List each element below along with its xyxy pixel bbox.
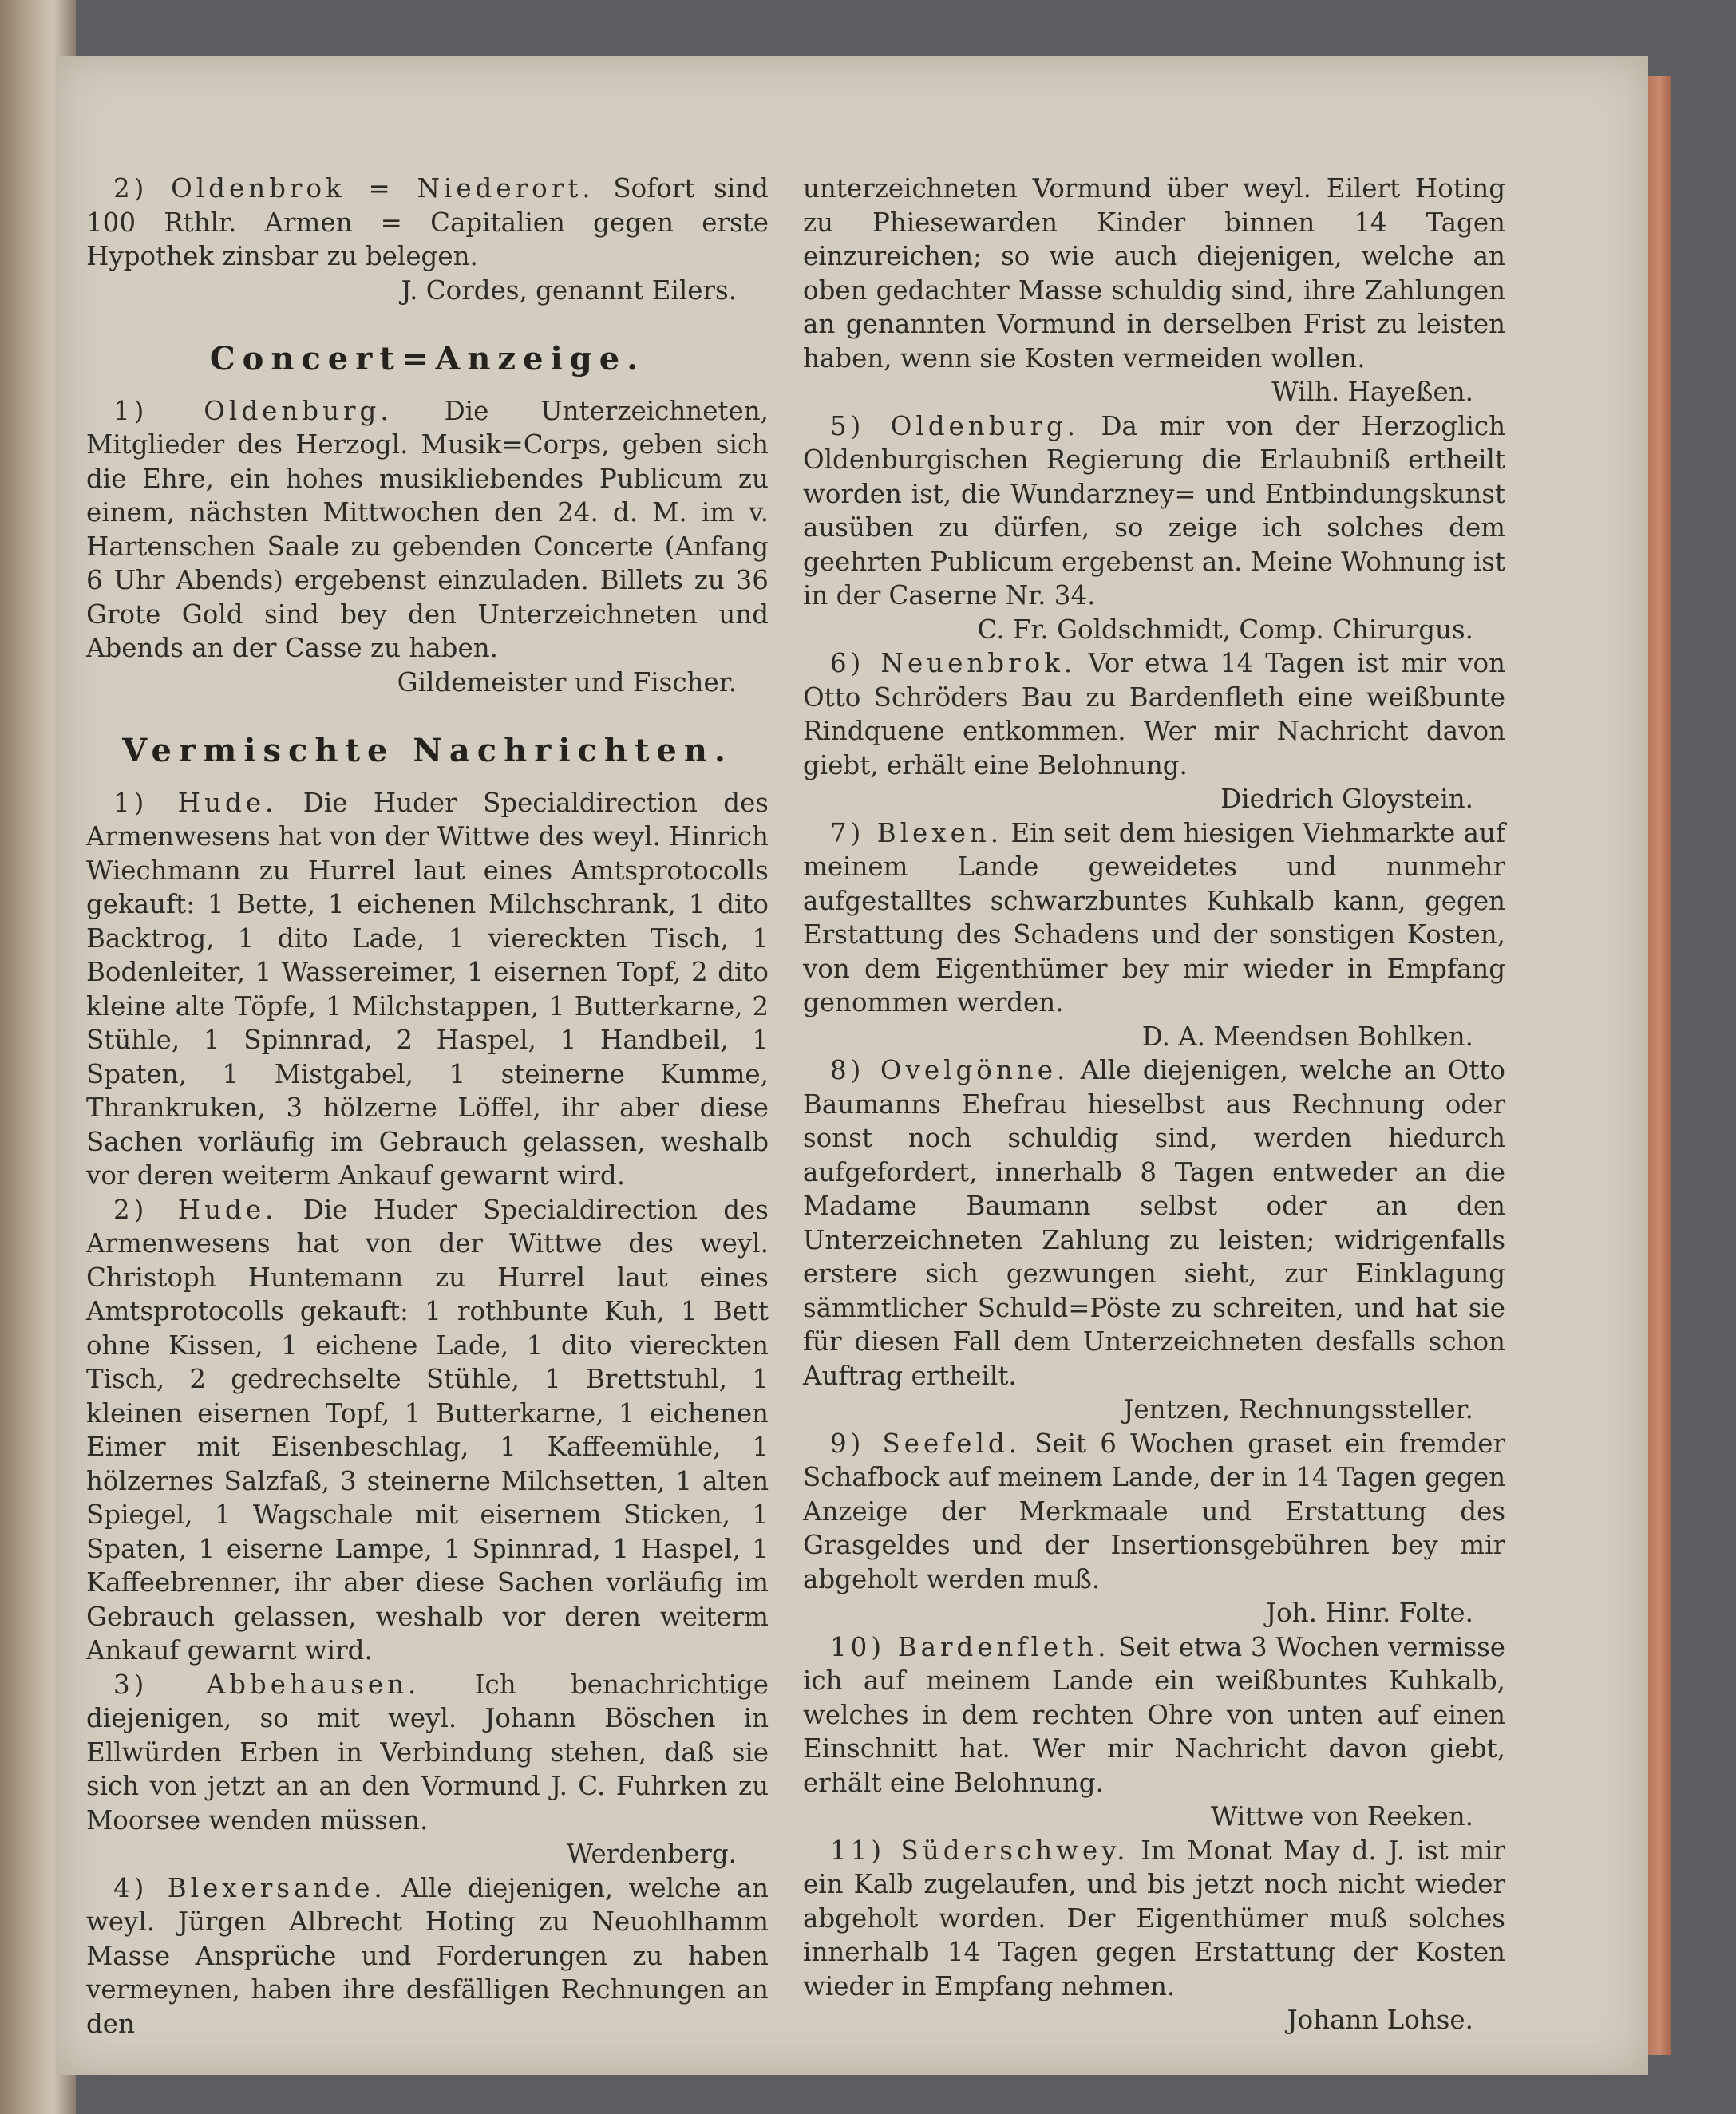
notice-place: 2) Hude. bbox=[113, 1194, 278, 1225]
notice-continuation: unterzeichneten Vormund über weyl. Eilert Hoting zu Phiesewarden Kinder binnen 14 Tagen einzureichen; so wie auch diejenigen, welche an oben gedachter Masse schuldig sind, ihre Zahlungen an genannten Vormund in derselben Frist zu leisten haben, wenn sie Kosten vermeiden wollen. bbox=[803, 173, 1505, 373]
notice-entry bbox=[86, 1871, 769, 2041]
left-column bbox=[86, 172, 769, 2041]
notice-place: 8) Ovelgönne. bbox=[830, 1055, 1070, 1085]
notice-oldenbrok bbox=[86, 172, 769, 274]
notice-signature: Jentzen, Rechnungssteller. bbox=[1123, 1394, 1473, 1424]
notice-text: Alle diejenigen, welche an weyl. Jürgen Albrecht Hoting zu Neuohlhamm Masse Ansprüche und Forderungen zu haben vermeynen, haben ihre desfälligen Rechnungen an den bbox=[86, 1872, 769, 2039]
notice-entry bbox=[86, 786, 769, 1193]
notice-text: Die Unterzeichneten, Mitglieder des Herzogl. Musik=Corps, geben sich die Ehre, ein hohes musikliebendes Publicum zu einem, nächsten Mittwochen den 24. d. M. im v. Hartenschen Saale zu gebenden Concerte (Anfang 6 Uhr Abends) ergebenst einzuladen. Billets zu 36 Grote Gold sind bey den Unterzeichneten und Abends an der Casse zu haben. bbox=[86, 395, 769, 663]
notice-entry bbox=[803, 1630, 1505, 1800]
notice-entry bbox=[803, 1834, 1505, 2004]
notice-signature: D. A. Meendsen Bohlken. bbox=[1141, 1021, 1473, 1052]
notice-place: 2) Oldenbrok = Niederort. bbox=[113, 173, 595, 203]
notice-text: Die Huder Specialdirection des Armenwesens hat von der Wittwe des weyl. Hinrich Wiechmann zu Hurrel laut eines Amtsprotocolls gekauft: 1 Bette, 1 eichenen Milchschrank, 1 dito Backtrog, 1 dito Lade, 1 viereckten Tisch, 1 Bodenleiter, 1 Wassereimer, 1 eisernen Topf, 2 dito kleine alte Töpfe, 1 Milchstappen, 1 Butterkarne, 2 Stühle, 1 Spinnrad, 2 Haspel, 1 Handbeil, 1 Spaten, 1 Mistgabel, 1 steinerne Kumme, Thrankruken, 3 hölzerne Löffel, ihr aber diese Sachen vorläufig im Gebrauch gelassen, weshalb vor deren weiterm Ankauf gewarnt wird. bbox=[86, 787, 769, 1191]
notice-place: 9) Seefeld. bbox=[830, 1428, 1022, 1459]
notice-place: 5) Oldenburg. bbox=[830, 410, 1080, 441]
notice-place: 10) Bardenfleth. bbox=[830, 1631, 1110, 1662]
notice-text: Sofort sind 100 Rthlr. Armen = Capitalien gegen erste Hypothek zinsbar zu belegen. bbox=[86, 173, 769, 271]
notice-signature: Joh. Hinr. Folte. bbox=[1266, 1598, 1473, 1628]
notice-text: Da mir von der Herzoglich Oldenburgischen Regierung die Erlaubniß ertheilt worden ist, die Wundarzney= und Entbindungskunst ausüben zu dürfen, so zeige ich solches dem geehrten Publicum ergebenst an. Meine Wohnung ist in der Caserne Nr. 34. bbox=[803, 410, 1505, 610]
notice-signature: J. Cordes, genannt Eilers. bbox=[401, 275, 737, 306]
notice-text: Seit etwa 3 Wochen vermisse ich auf meinem Lande ein weißbuntes Kuhkalb, welches in dem rechten Ohre von unten auf einen Einschnitt hat. Wer mir Nachricht davon giebt, erhält eine Belohnung. bbox=[803, 1631, 1505, 1798]
notice-text: Ich benachrichtige diejenigen, so mit weyl. Johann Böschen in Ellwürden Erben in Verbindung stehen, daß sie sich von jetzt an an den Vormund J. C. Fuhrken zu Moorsee wenden müssen. bbox=[86, 1669, 769, 1835]
notice-place: 4) Blexersande. bbox=[113, 1872, 386, 1903]
notice-signature: Wittwe von Reeken. bbox=[1210, 1801, 1473, 1831]
notice-entry bbox=[803, 1427, 1505, 1597]
notice-text: Seit 6 Wochen graset ein fremder Schafbock auf meinem Lande, der in 14 Tagen gegen Anzeige der Merkmaale und Erstattung des Grasgeldes und der Insertionsgebühren bey mir abgeholt werden muß. bbox=[803, 1428, 1505, 1594]
notice-entry bbox=[803, 1053, 1505, 1393]
notice-text: Im Monat May d. J. ist mir ein Kalb zugelaufen, und bis jetzt noch nicht wieder abgeholt worden. Der Eigenthümer muß solches innerhalb 14 Tagen gegen Erstattung der Kosten wieder in Empfang nehmen. bbox=[803, 1835, 1505, 2001]
page-fore-edge bbox=[1648, 76, 1671, 2055]
notice-entry bbox=[803, 646, 1505, 782]
notice-entry bbox=[803, 409, 1505, 613]
notice-signature: Wilh. Hayeßen. bbox=[1271, 377, 1473, 407]
notice-place: 1) Oldenburg. bbox=[113, 395, 393, 426]
section-heading-concert: Concert=Anzeige. bbox=[209, 340, 646, 377]
notice-entry bbox=[803, 816, 1505, 1020]
notice-place: 3) Abbehausen. bbox=[113, 1669, 421, 1700]
notice-signature: Werdenberg. bbox=[566, 1839, 737, 1869]
notice-text: Ein seit dem hiesigen Viehmarkte auf meinem Lande geweidetes und nunmehr aufgestalltes schwarzbuntes Kuhkalb kann, gegen Erstattung des Schadens und der sonstigen Kosten, von dem Eigenthümer bey mir wieder in Empfang genommen werden. bbox=[803, 817, 1505, 1017]
right-column bbox=[803, 172, 1505, 2037]
notice-place: 6) Neuenbrok. bbox=[830, 648, 1077, 678]
notice-text: Vor etwa 14 Tagen ist mir von Otto Schröders Bau zu Bardenfleth eine weißbunte Rindquene entkommen. Wer mir Nachricht davon giebt, erhält eine Belohnung. bbox=[803, 648, 1505, 780]
notice-concert bbox=[86, 394, 769, 666]
notice-signature: Diedrich Gloystein. bbox=[1220, 784, 1473, 814]
notice-entry bbox=[86, 1193, 769, 1668]
notice-text: Alle diejenigen, welche an Otto Baumanns Ehefrau hieselbst aus Rechnung oder sonst noch schuldig sind, werden hiedurch aufgefordert, innerhalb 8 Tagen entweder an die Madame Baumann selbst oder an den Unterzeichneten Zahlung zu leisten; widrigenfalls erstere sich gezwungen sieht, zur Einklagung sämmtlicher Schuld=Pöste zu schreiten, und hat sie für diesen Fall dem Unterzeichneten desfalls schon Auftrag ertheilt. bbox=[803, 1055, 1506, 1391]
notice-text: Die Huder Specialdirection des Armenwesens hat von der Wittwe des weyl. Christoph Huntemann zu Hurrel laut eines Amtsprotocolls gekauft: 1 rothbunte Kuh, 1 Bett ohne Kissen, 1 eichene Lade, 1 dito viereckten Tisch, 2 gedrechselte Stühle, 1 Brettstuhl, 1 kleinen eisernen Topf, 1 Butterkarne, 1 eichenen Eimer mit Eisenbeschlag, 1 Kaffeemühle, 1 hölzernes Salzfaß, 3 steinerne Milchsetten, 1 alten Spiegel, 1 Wagschale mit eisernem Sticken, 1 Spaten, 1 eiserne Lampe, 1 Spinnrad, 1 Haspel, 1 Kaffeebrenner, ihr aber diese Sachen vorläufig im Gebrauch gelassen, weshalb vor deren weiterm Ankauf gewarnt wird. bbox=[86, 1194, 769, 1666]
notice-signature: Gildemeister und Fischer. bbox=[397, 666, 737, 697]
notice-place: 7) Blexen. bbox=[830, 817, 1003, 848]
notice-entry bbox=[86, 1668, 769, 1838]
notice-place: 1) Hude. bbox=[113, 787, 278, 818]
notice-signature: Johann Lohse. bbox=[1287, 2005, 1473, 2035]
notice-place: 11) Süderschwey. bbox=[830, 1835, 1129, 1866]
notice-signature: C. Fr. Goldschmidt, Comp. Chirurgus. bbox=[977, 614, 1473, 645]
section-heading-misc: Vermischte Nachrichten. bbox=[122, 732, 733, 769]
